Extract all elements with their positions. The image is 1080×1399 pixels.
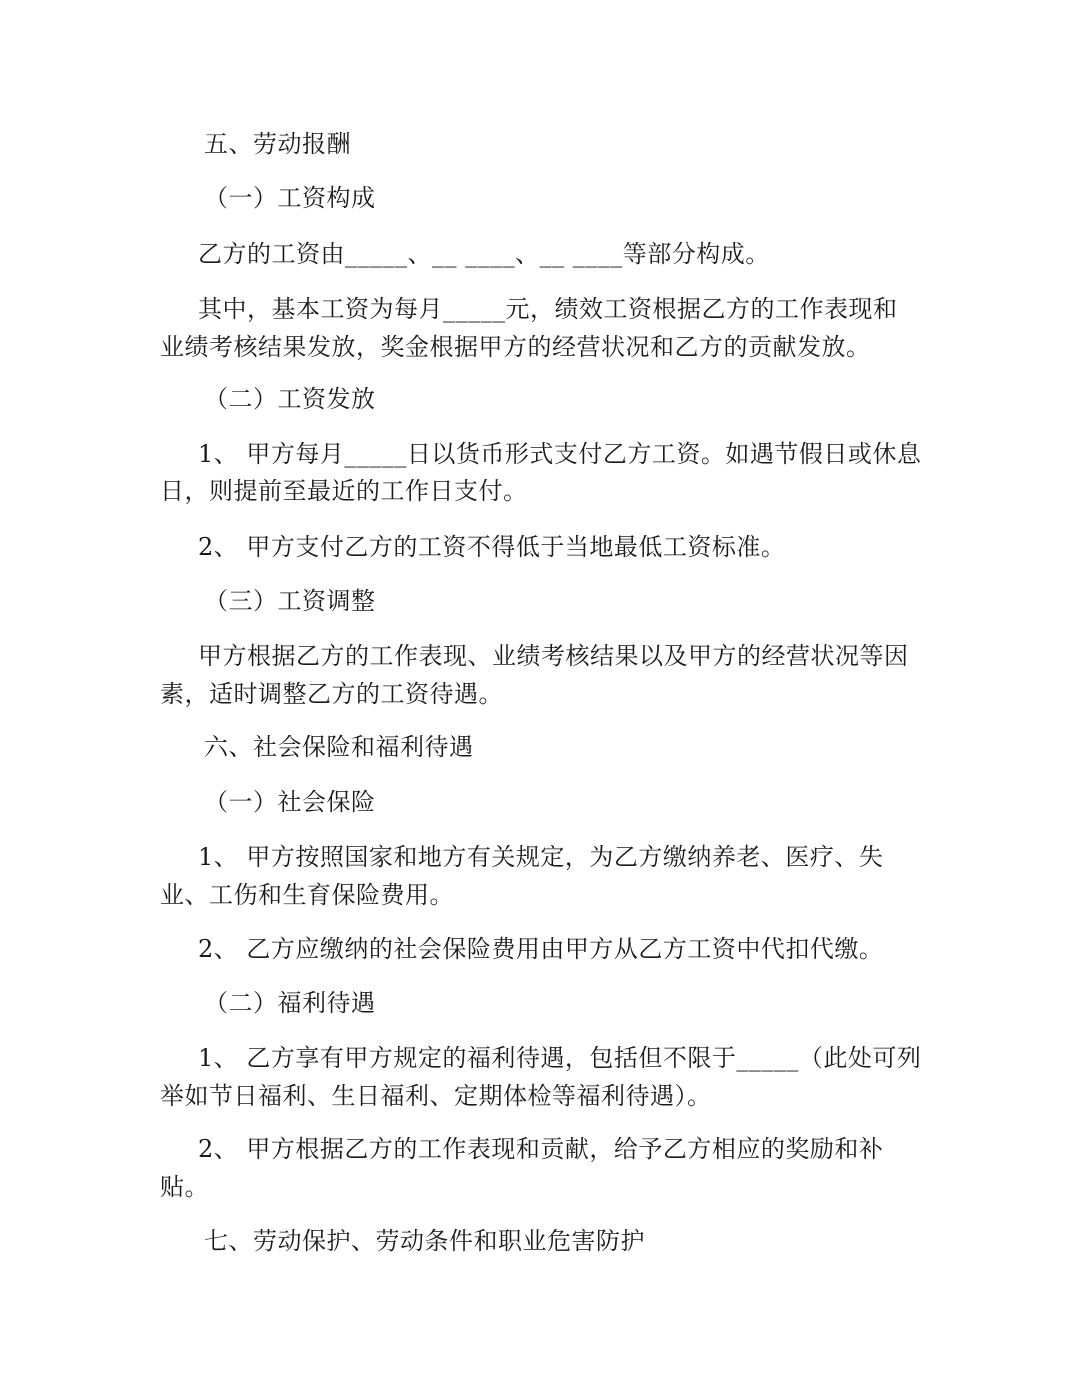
section-heading-6: 六、社会保险和福利待遇: [204, 733, 474, 761]
paragraph-line: 乙方的工资由_____、__ ____、__ ____等部分构成。: [198, 240, 770, 268]
subsection-heading-social-insurance: （一）社会保险: [204, 788, 376, 816]
subsection-heading-benefits: （二）福利待遇: [204, 989, 376, 1017]
paragraph-line: 1、 乙方享有甲方规定的福利待遇，包括但不限于_____（此处可列: [198, 1044, 922, 1072]
paragraph-line: 举如节日福利、生日福利、定期体检等福利待遇）。: [160, 1082, 712, 1110]
paragraph-line: 业绩考核结果发放，奖金根据甲方的经营状况和乙方的贡献发放。: [160, 333, 871, 361]
paragraph-line: 贴。: [160, 1173, 209, 1201]
paragraph-line: 1、 甲方按照国家和地方有关规定，为乙方缴纳养老、医疗、失: [198, 843, 884, 871]
subsection-heading-wage-payment: （二）工资发放: [204, 385, 376, 413]
paragraph-line: 甲方根据乙方的工作表现、业绩考核结果以及甲方的经营状况等因: [198, 642, 909, 670]
paragraph-line: 业、工伤和生育保险费用。: [160, 881, 454, 909]
paragraph-line: 2、 甲方根据乙方的工作表现和贡献，给予乙方相应的奖励和补: [198, 1135, 884, 1163]
paragraph-line: 2、 甲方支付乙方的工资不得低于当地最低工资标准。: [198, 533, 786, 561]
paragraph-line: 日，则提前至最近的工作日支付。: [160, 477, 528, 505]
paragraph-line: 1、 甲方每月_____日以货币形式支付乙方工资。如遇节假日或休息: [198, 440, 922, 468]
paragraph-line: 其中，基本工资为每月_____元，绩效工资根据乙方的工作表现和: [198, 295, 898, 323]
paragraph-line: 素，适时调整乙方的工资待遇。: [160, 680, 503, 708]
section-heading-7: 七、劳动保护、劳动条件和职业危害防护: [204, 1227, 645, 1255]
subsection-heading-wage-adjustment: （三）工资调整: [204, 587, 376, 615]
paragraph-line: 2、 乙方应缴纳的社会保险费用由甲方从乙方工资中代扣代缴。: [198, 935, 884, 963]
section-heading-5: 五、劳动报酬: [204, 130, 351, 158]
subsection-heading-wage-structure: （一）工资构成: [204, 184, 376, 212]
